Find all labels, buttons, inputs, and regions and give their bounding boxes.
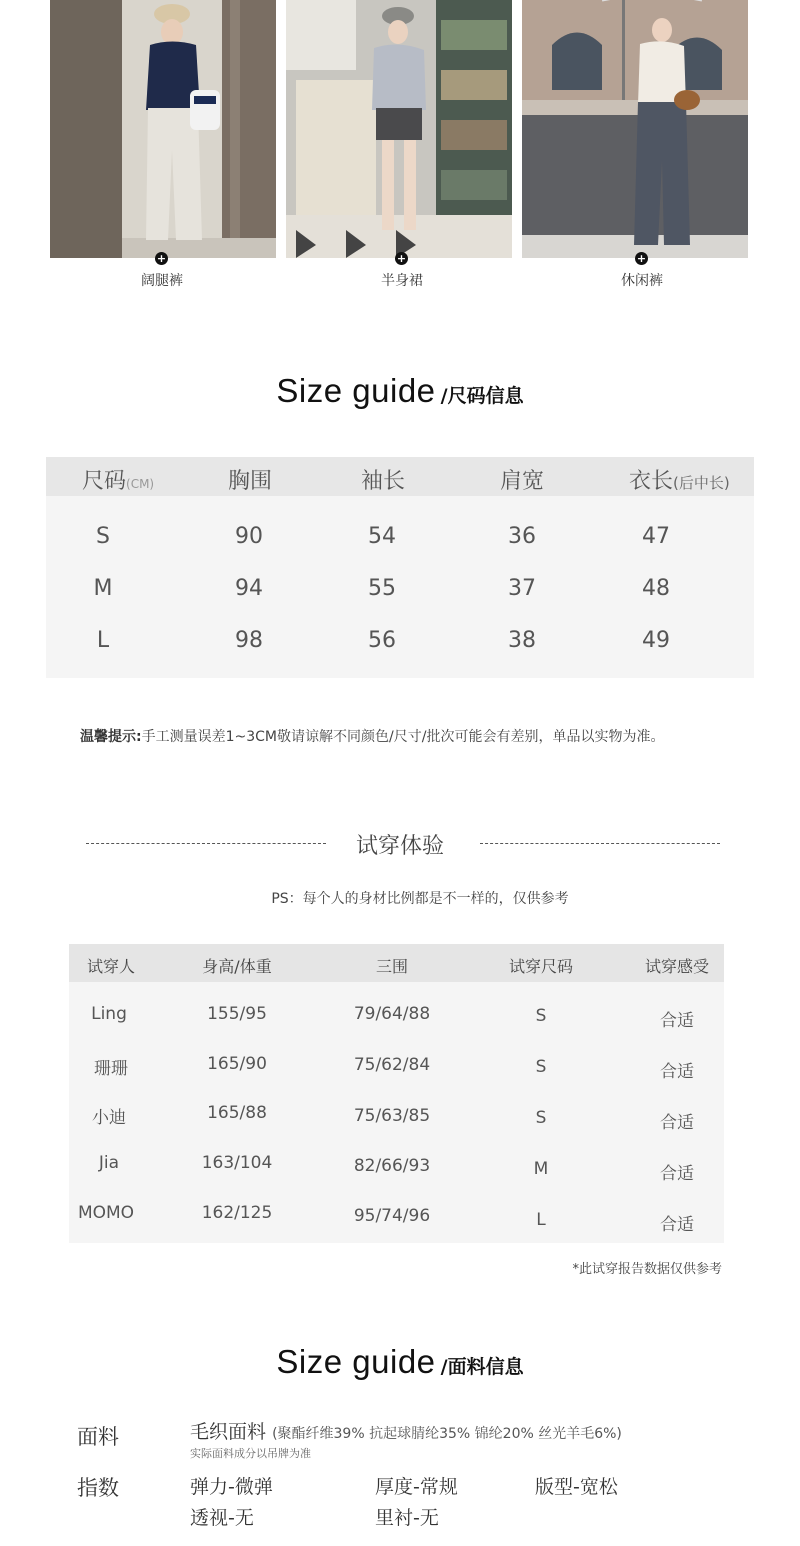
cell-chest: 94 <box>235 576 263 601</box>
cell-height-weight: 155/95 <box>207 1004 267 1024</box>
cell-person: 珊珊 <box>94 1059 128 1079</box>
header-length: 衣长(后中长) <box>629 469 730 494</box>
index-label: 指数 <box>77 1476 119 1500</box>
cell-sleeve: 55 <box>368 576 396 601</box>
try-on-note: *此试穿报告数据仅供参考 <box>572 1262 722 1277</box>
cell-size: L <box>96 628 110 653</box>
header-feel: 试穿感受 <box>644 957 709 976</box>
section-subtitle: /尺码信息 <box>440 385 524 407</box>
cell-feel: 合适 <box>660 1215 694 1235</box>
cell-length: 48 <box>642 576 670 601</box>
cell-try-size: M <box>533 1159 549 1179</box>
cell-sleeve: 56 <box>368 628 396 653</box>
cell-size: S <box>96 524 110 549</box>
cell-person: MOMO <box>77 1203 135 1223</box>
cell-feel: 合适 <box>660 1011 694 1031</box>
cell-height-weight: 165/90 <box>207 1054 267 1074</box>
cell-length: 49 <box>642 628 670 653</box>
header-size: 尺码(CM) <box>82 469 155 494</box>
section-title: Size guide <box>276 1343 436 1380</box>
fabric-main <box>190 1417 622 1444</box>
try-on-ps: PS：每个人的身材比例都是不一样的，仅供参考 <box>271 891 569 907</box>
index-fit: 版型-宽松 <box>535 1476 618 1498</box>
cell-measurements: 75/62/84 <box>353 1055 431 1075</box>
cell-try-size: L <box>536 1210 546 1230</box>
cell-chest: 90 <box>235 524 263 549</box>
plus-icon: + <box>636 252 647 265</box>
cell-feel: 合适 <box>660 1164 694 1184</box>
cell-try-size: S <box>535 1108 547 1128</box>
fabric-composition: (聚酯纤维39% 抗起球腈纶35% 锦纶20% 丝光羊毛6%) <box>272 1426 622 1442</box>
measurement-tip <box>80 726 664 746</box>
fabric-name: 毛织面料 <box>190 1421 267 1443</box>
fabric-guide-heading <box>0 1343 800 1381</box>
product-photo-skirt <box>286 0 512 258</box>
photo-caption: 休闲裤 <box>621 273 663 289</box>
try-on-table <box>69 944 724 1243</box>
cell-height-weight: 162/125 <box>201 1203 273 1223</box>
header-try-size: 试穿尺码 <box>508 957 573 976</box>
cell-try-size: S <box>535 1057 547 1077</box>
plus-icon: + <box>396 252 407 265</box>
header-sleeve: 袖长 <box>361 469 406 494</box>
cell-shoulder: 37 <box>508 576 536 601</box>
photo-caption: 半身裙 <box>381 273 423 289</box>
cell-sleeve: 54 <box>368 524 396 549</box>
try-on-title: 试穿体验 <box>355 834 444 859</box>
cell-person: Jia <box>98 1153 120 1173</box>
cell-try-size: S <box>535 1006 547 1026</box>
cell-shoulder: 36 <box>508 524 536 549</box>
tip-label: 温馨提示: <box>80 729 142 745</box>
plus-icon: + <box>156 252 167 265</box>
cell-measurements: 82/66/93 <box>353 1156 431 1176</box>
cell-feel: 合适 <box>660 1062 694 1082</box>
size-guide-heading <box>0 372 800 410</box>
header-measurements: 三围 <box>375 957 408 976</box>
cell-measurements: 79/64/88 <box>353 1004 431 1024</box>
index-elasticity: 弹力-微弹 <box>190 1476 273 1498</box>
size-table <box>46 457 754 678</box>
fabric-sub-note: 实际面料成分以吊牌为准 <box>190 1447 311 1460</box>
tip-text: 手工测量误差1~3CM敬请谅解不同颜色/尺寸/批次可能会有差别，单品以实物为准。 <box>141 729 665 745</box>
product-photo-casual-pants <box>522 0 748 258</box>
header-height-weight: 身高/体重 <box>202 957 272 976</box>
cell-person: Ling <box>91 1004 127 1024</box>
header-shoulder: 肩宽 <box>500 469 545 494</box>
index-lining: 里衬-无 <box>375 1507 439 1529</box>
cell-person: 小迪 <box>92 1108 126 1128</box>
header-person: 试穿人 <box>86 957 135 976</box>
cell-size: M <box>93 576 113 601</box>
cell-measurements: 95/74/96 <box>353 1206 431 1226</box>
fabric-label: 面料 <box>77 1425 119 1449</box>
cell-height-weight: 163/104 <box>201 1153 273 1173</box>
section-subtitle: /面料信息 <box>440 1356 524 1378</box>
cell-height-weight: 165/88 <box>207 1103 267 1123</box>
cell-length: 47 <box>642 524 670 549</box>
cell-feel: 合适 <box>660 1113 694 1133</box>
index-transparency: 透视-无 <box>190 1507 254 1529</box>
section-title: Size guide <box>276 372 436 409</box>
cell-measurements: 75/63/85 <box>353 1106 431 1126</box>
cell-chest: 98 <box>235 628 263 653</box>
index-thickness: 厚度-常规 <box>375 1476 458 1498</box>
product-photo-wide-leg-pants <box>50 0 276 258</box>
cell-shoulder: 38 <box>508 628 536 653</box>
header-chest: 胸围 <box>228 469 273 494</box>
photo-caption: 阔腿裤 <box>141 273 183 289</box>
